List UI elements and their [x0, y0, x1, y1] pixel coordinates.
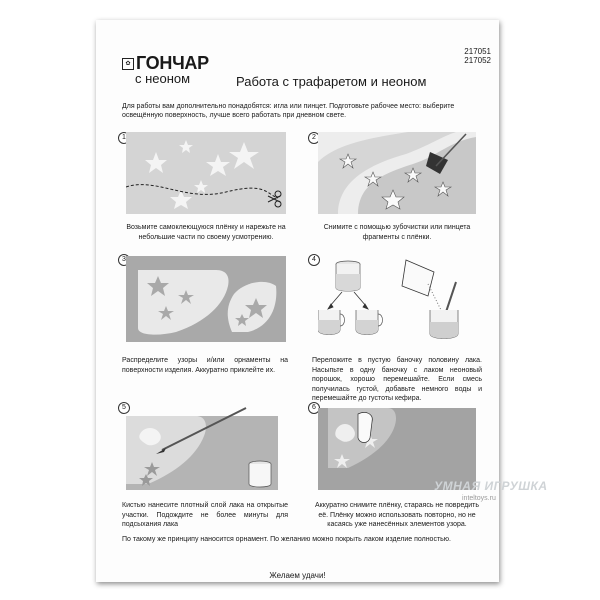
article-code: 217051 [464, 47, 491, 56]
step-number: 5 [118, 402, 130, 414]
step-number: 3 [118, 254, 130, 266]
step-number: 2 [308, 132, 320, 144]
step-5-illustration [126, 404, 286, 490]
step-1-illustration [126, 132, 286, 214]
step-2-caption: Снимите с помощью зубочистки или пинцета фрагменты с плёнки. [323, 224, 471, 241]
jar-icon [249, 461, 271, 487]
step-number: 6 [308, 402, 320, 414]
article-code: 217052 [464, 56, 491, 65]
jar-icon [356, 310, 383, 335]
step-2-illustration [318, 132, 476, 214]
step-number: 4 [308, 254, 320, 266]
intro-text: Для работы вам дополнительно понадобятся: игла или пинцет. Подготовьте рабочее место: выберите освещённую поверхность, лучше всего работать при дневном свете. [122, 103, 455, 119]
step-4-caption: Переложите в пустую баночку половину лака. Насыпьте в одну баночку с лаком неоновый порошок, хорошо перемешайте. Если смесь получилась густой, добавьте немного воды и перемешайте до густоты кефира. [312, 357, 482, 402]
step-6-caption: Аккуратно снимите плёнку, стараясь не повредить её. Плёнку можно использовать повторно, но не касаясь уже нанесённых элементов узора. [314, 502, 480, 528]
step-4-illustration [318, 254, 476, 344]
logo-emblem-icon: ✿ [122, 58, 134, 70]
step-3-illustration [126, 256, 286, 342]
jar-icon [318, 310, 345, 335]
step-6-illustration [318, 408, 476, 490]
brand-name: ГОНЧАР [136, 53, 209, 73]
article-codes [464, 47, 491, 65]
brand-subtitle: с неоном [135, 71, 191, 86]
footer-wish: Желаем удачи! [269, 571, 326, 580]
jar-icon [430, 310, 458, 339]
watermark-text: УМНАЯ ИГРУШКА [434, 479, 548, 493]
step-1-caption: Возьмите самоклеющуюся плёнку и нарежьте на небольшие части по своему усмотрению. [126, 224, 286, 241]
step-5-caption: Кистью нанесите плотный слой лака на открытые участки. Подождите не более минуты для подсыхания лака [122, 502, 288, 528]
jar-icon [336, 261, 360, 291]
step-3-caption: Распределите узоры и/или орнаменты на поверхности изделия. Аккуратно приклейте их. [122, 357, 288, 374]
watermark-url: inteltoys.ru [462, 495, 496, 502]
footer-note: По такому же принципу наносится орнамент. По желанию можно покрыть лаком изделие полностью. [122, 536, 451, 543]
step-number: 1 [118, 132, 130, 144]
page-title: Работа с трафаретом и неоном [236, 74, 427, 89]
instruction-sheet [96, 20, 548, 582]
